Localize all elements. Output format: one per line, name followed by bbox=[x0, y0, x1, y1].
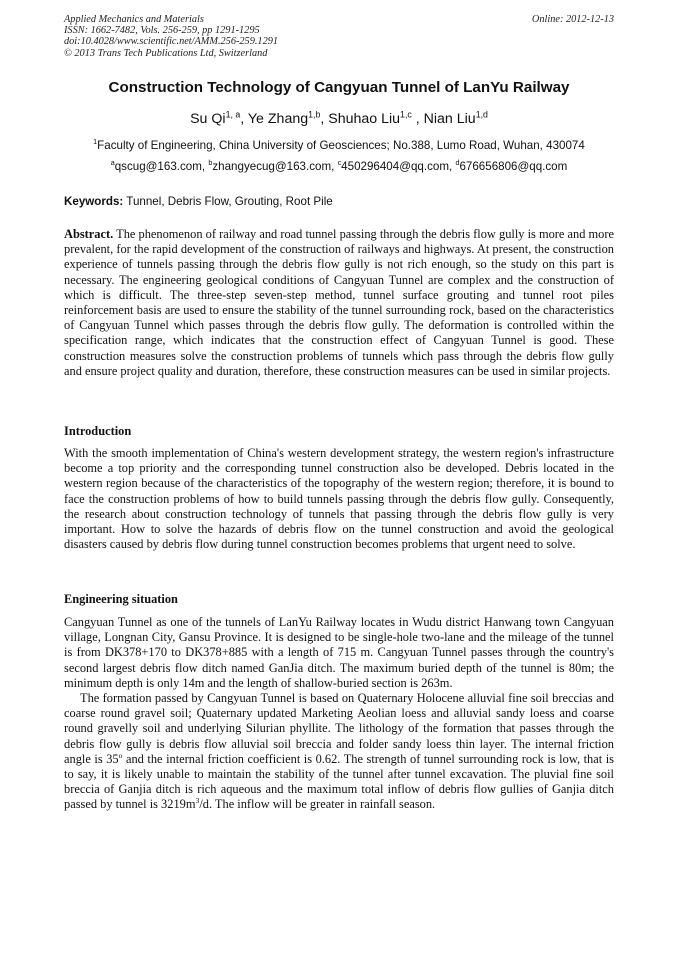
author-list: Su Qi$^{1, a}$, Ye Zhang$^{1,b}$, Shuhao Liu$^{1,c}$ , Nian Liu$^{1,d}$ bbox=[190, 109, 488, 127]
keywords-line bbox=[64, 195, 616, 208]
engineering-section bbox=[64, 615, 614, 813]
degree-superscript: o bbox=[118, 750, 123, 760]
email-superscript: b bbox=[208, 158, 213, 168]
abstract-text: The phenomenon of railway and road tunnel passing through the debris flow gully is more and more prevalent, for the rapid development of the construction of railways and highways. At present, the construction experience of tunnels passing through the debris flow gully is not rich enough, so the study on this part is necessary. The engineering geological conditions of Cangyuan Tunnel are complex and the construction of which is difficult. The three-step seven-step method, tunnel surface grouting and tunnel root piles reinforcement basis are used to ensure the stability of the tunnel surrounding rock, based on the characteristics of Cangyuan Tunnel which passes through the debris flow gully. The deformation is controlled within the specification range, which indicates that the construction effect of Cangyuan Tunnel is good. These construction measures solve the construction problems of tunnels which pass through the debris flow gully and ensure project quality and duration, therefore, these construction measures can be used in similar projects. bbox=[64, 227, 615, 378]
online-date: Online: 2012-12-13 bbox=[531, 14, 614, 25]
engineering-paragraph-2 bbox=[64, 691, 614, 813]
email-superscript: a bbox=[110, 158, 115, 168]
author-name: Nian Liu bbox=[423, 111, 476, 127]
exponent-superscript: 3 bbox=[195, 796, 200, 806]
introduction-text: With the smooth implementation of China's western development strategy, the western region's infrastructure become a top priority and the corresponding tunnel construction also be developed. Debris located in the western region because of the characteristics of the topography of the western region; therefore, it is bound to face the construction problems of how to build tunnels passing through the debris flow gully. Consequently, the research about construction technology of tunnels that passing through the debris flow gully is very important. How to solve the hazards of debris flow on the tunnel construction and avoid the geological disasters caused by debris flow during tunnel construction becomes problems that urgent need to solve. bbox=[64, 446, 614, 552]
journal-doi: doi:10.4028/www.scientific.net/AMM.256-259.1291 bbox=[64, 36, 279, 48]
abstract-label: Abstract. bbox=[64, 227, 114, 241]
author-superscript: 1,c bbox=[400, 109, 412, 120]
journal-name: Applied Mechanics and Materials bbox=[64, 14, 204, 25]
author-name: Shuhao Liu bbox=[328, 111, 401, 127]
author-superscript: 1, a bbox=[225, 109, 241, 120]
email-link[interactable]: qscug@163.com bbox=[114, 160, 202, 173]
introduction-heading: Introduction bbox=[64, 424, 132, 438]
email-superscript: c bbox=[337, 158, 342, 168]
author-superscript: 1,b bbox=[308, 109, 321, 120]
affiliation bbox=[0, 139, 678, 152]
paragraph-text: /d. The inflow will be greater in rainfall season. bbox=[199, 797, 436, 812]
introduction-section bbox=[64, 446, 614, 552]
author-superscript: 1,d bbox=[475, 109, 488, 120]
email-superscript: d bbox=[455, 158, 460, 168]
email-link[interactable]: 676656806@qq.com bbox=[459, 160, 568, 173]
engineering-paragraph-1: Cangyuan Tunnel as one of the tunnels of LanYu Railway locates in Wudu district Hanwang town Cangyuan village, Longnan City, Gansu Province. It is designed to be single-hole two-lane and the mileage of the tunnel is from DK378+170 to DK378+885 with a length of 715 m. Cangyuan Tunnel passes through the country's second largest debris flow ditch named GanJia ditch. The maximum buried depth of the tunnel is 80m; the minimum depth is only 14m and the length of shallow-buried section is 263m. bbox=[64, 615, 614, 690]
journal-issn: ISSN: 1662-7482, Vols. 256-259, pp 1291-1295 bbox=[64, 25, 260, 37]
email-link[interactable]: 450296404@qq.com bbox=[341, 160, 449, 173]
paragraph-text: and the internal friction coefficient is 0.62. The strength of tunnel surrounding rock is low, that is to say, it is likely unable to maintain the stability of the tunnel after tunnel excavation. The pluvial fine soil breccia of Ganjia ditch is rich aqueous and the maximum total inflow of debris flow gullies of Ganjia ditch passed by tunnel is 3219m bbox=[64, 751, 615, 812]
paragraph-text: The formation passed by Cangyuan Tunnel is based on Quaternary Holocene alluvial fine soil breccias and coarse round gravel soil; Quaternary updated Marketing Aeolian loess and alluvial sandy loess and coarse round gravelly soil and underlying Silurian phyllite. The lithology of the formation that passes through the debris flow gully is debris flow alluvial soil breccia and folder sandy loess thin layer. The internal friction angle is 35 bbox=[64, 691, 614, 766]
email-list: $^a$qscug@163.com, $^b$zhangyecug@163.com, $^c$450296404@qq.com, $^d$676656806@qq.com bbox=[110, 158, 568, 173]
engineering-heading: Engineering situation bbox=[64, 592, 178, 606]
journal-copyright: © 2013 Trans Tech Publications Ltd, Switzerland bbox=[64, 47, 268, 59]
author-name: Ye Zhang bbox=[247, 111, 309, 127]
email-link[interactable]: zhangyecug@163.com bbox=[212, 160, 332, 173]
paper-title: Construction Technology of Cangyuan Tunnel of LanYu Railway bbox=[108, 79, 570, 96]
journal-header bbox=[64, 14, 484, 59]
author-name: Su Qi bbox=[190, 111, 226, 127]
keywords-label: Keywords: bbox=[64, 195, 124, 208]
affiliation-text: Faculty of Engineering, China University of Geosciences; No.388, Lumo Road, Wuhan, 430074 bbox=[97, 139, 585, 152]
affiliation-superscript: 1 bbox=[93, 137, 98, 147]
abstract-section bbox=[64, 227, 614, 379]
keywords-text: Tunnel, Debris Flow, Grouting, Root Pile bbox=[126, 195, 333, 208]
